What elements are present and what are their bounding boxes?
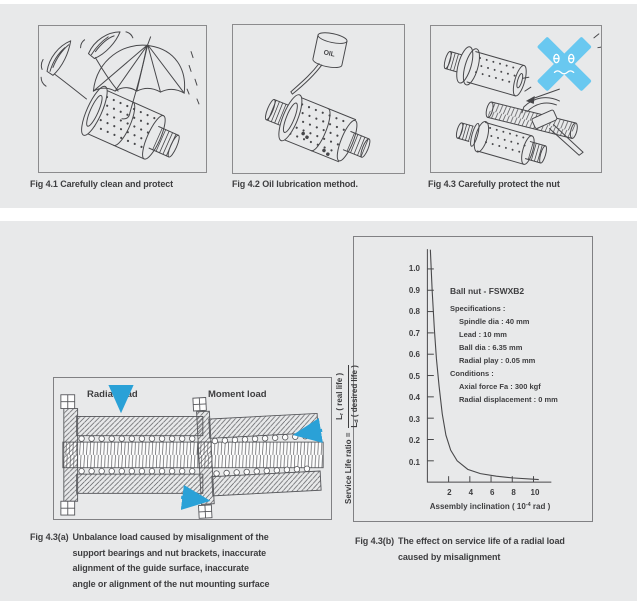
spec-line: Ball dia : 6.35 mm [459, 343, 523, 352]
y-tick-label: 0.8 [408, 307, 420, 316]
load-diagram [54, 378, 331, 519]
radial-load-assembly [61, 395, 218, 515]
oil-can-label: OIL [322, 49, 336, 59]
y-tick-label: 1.0 [408, 264, 420, 273]
spec-line: Radial displacement : 0 mm [459, 395, 558, 404]
fig-4-2-panel [232, 24, 405, 174]
chart-title: Ball nut - FSWXB2 [450, 286, 525, 296]
x-tick-label: 4 [468, 488, 474, 497]
moment-load-assembly [193, 392, 323, 519]
moment-load-label: Moment load [208, 389, 267, 400]
spec-line: Lead : 10 mm [459, 330, 507, 339]
caption-lines: Unbalance load caused by misalignment of the support bearings and nut brackets, inaccurate alignment of the guide surface, inaccurate angle or alignment of the nut mounting surface [72, 532, 270, 589]
fig-4-3b-caption [355, 534, 625, 565]
life-ratio-fraction: Lr ( real life ) Ld ( desired life ) [335, 365, 360, 428]
x-tick-label: 8 [511, 488, 516, 497]
fig-4-1-caption: Fig 4.1 Carefully clean and protect [30, 179, 174, 189]
rain-drops-icon [187, 52, 199, 104]
y-axis-tick-labels [396, 237, 420, 523]
ball-nut-illustration [440, 41, 530, 100]
fig-4-2-caption: Fig 4.2 Oil lubrication method. [232, 179, 358, 189]
spec-line: Axial force Fa : 300 kgf [459, 382, 541, 391]
protect-nut-illustration [431, 26, 601, 172]
oil-lubrication-illustration [233, 25, 404, 173]
y-tick-label: 0.5 [408, 371, 420, 381]
chart-y-axis-label [335, 365, 362, 504]
y-tick-label: 0.4 [408, 393, 420, 402]
x-tick-label: 10 [530, 488, 540, 497]
y-tick-label: 0.2 [408, 436, 420, 445]
fig-4-3-panel [430, 25, 602, 173]
y-tick-label: 0.9 [408, 285, 420, 295]
ball-nut-illustration [77, 83, 187, 171]
spec-line: Radial play : 0.05 mm [459, 356, 536, 365]
chart-x-axis-label: Assembly inclination ( $10^{-4}$ rad ) [429, 502, 551, 511]
caption-prefix: Fig 4.3(a) [30, 532, 69, 542]
y-tick-label: 0.7 [408, 328, 420, 338]
y-label-prefix: Service Life ratio = [343, 432, 353, 504]
fig-4-3a-caption [30, 530, 350, 592]
spec-heading: Specifications : [450, 304, 506, 313]
y-tick-label: 0.1 [408, 457, 420, 467]
spec-heading: Conditions : [450, 369, 494, 378]
spec-line: Spindle dia : 40 mm [459, 317, 530, 326]
fig-4-3a-panel [53, 377, 332, 520]
x-tick-label: 2 [447, 488, 452, 497]
fig-4-3b-chart-panel [335, 236, 593, 522]
chart-annotations [450, 285, 592, 406]
x-tick-label: 6 [489, 488, 495, 497]
ball-nut-illustration [258, 86, 377, 172]
oil-can-icon [290, 28, 347, 103]
fig-4-3-caption: Fig 4.3 Carefully protect the nut [428, 179, 560, 189]
caption-prefix: Fig 4.3(b) [355, 536, 394, 546]
fig-4-1-panel [38, 25, 207, 173]
clean-protect-illustration [39, 26, 206, 172]
radial-load-label: Radial load [87, 389, 138, 400]
caption-lines: The effect on service life of a radial load caused by misalignment [398, 536, 565, 562]
y-tick-label: 0.6 [408, 350, 420, 359]
y-tick-label: 0.3 [408, 414, 420, 424]
do-not-hammer-x-icon [523, 34, 601, 92]
